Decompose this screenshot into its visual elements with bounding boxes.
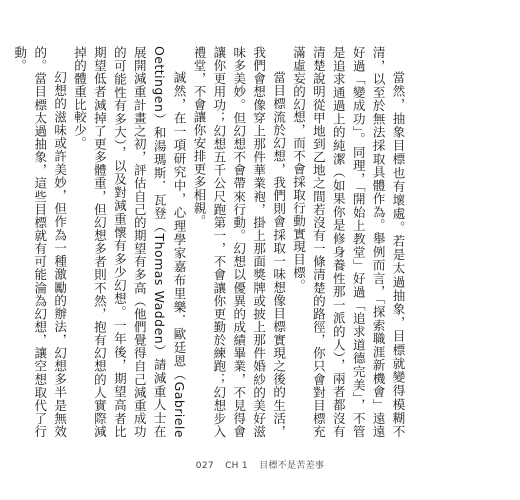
chapter-title: 目標不是苦差事 [259, 461, 325, 471]
paragraph-3: 誠然，在一項研究中，心理學家嘉布里樂．歐廷恩（Gabriele Oettingen）和湯瑪斯．瓦登（Thomas Wadden）請減重人士在展開減重計畫之初，評估自己的期望有多高（他們覺得自己減重成功的可能性有多大），以及對減重懷有多少幻想。一年後，期望高者比期望低者減掉了更多體重，但幻想多者則不然，抱有幻想的人實際減掉的體重比較少。 [72, 46, 188, 438]
paragraph-1: 當然，抽象目標也有壞處。若是太過抽象，目標就變得模糊不清，以至於無法採取具體作為。舉例而言，「探索職涯新機會」遠遠好過「變成功」。同理，「開始上教堂」好過「追求道德完美」，不管是追求通過上的純潔（如果你是修身養性那一派的人），兩者都沒有清楚說明從甲地到乙地之間若沒有一條清楚的路徑，你只會對目標充滿虛妄的幻想，而不會採取行動實現目標。 [291, 46, 406, 438]
paragraph-4: 幻想的滋味或許美妙，但作為一種激勵的辦法，幻想多半是無效的。當目標太過抽象，這些目標就有可能淪為幻想，讓空想取代了行動。 [12, 46, 68, 438]
body-text [12, 46, 408, 438]
page-number: 027 [195, 461, 214, 471]
chapter-number: CH 1 [225, 461, 248, 471]
paragraph-2: 當目標流於幻想，我們則會採取一味想像目標實現之後的生活，我們會想像穿上那件華業袍，掛上那面獎牌或披上那件婚紗的美好滋味多美妙。但幻想不會帶來行動。幻想以優異的成績畢業，不見得會讓你更用功；幻想五千公尺跑第一，不會讓你更勤於練跑；幻想步入禮堂，不會讓你安排更多相親。 [191, 46, 287, 438]
page-footer [0, 458, 520, 471]
